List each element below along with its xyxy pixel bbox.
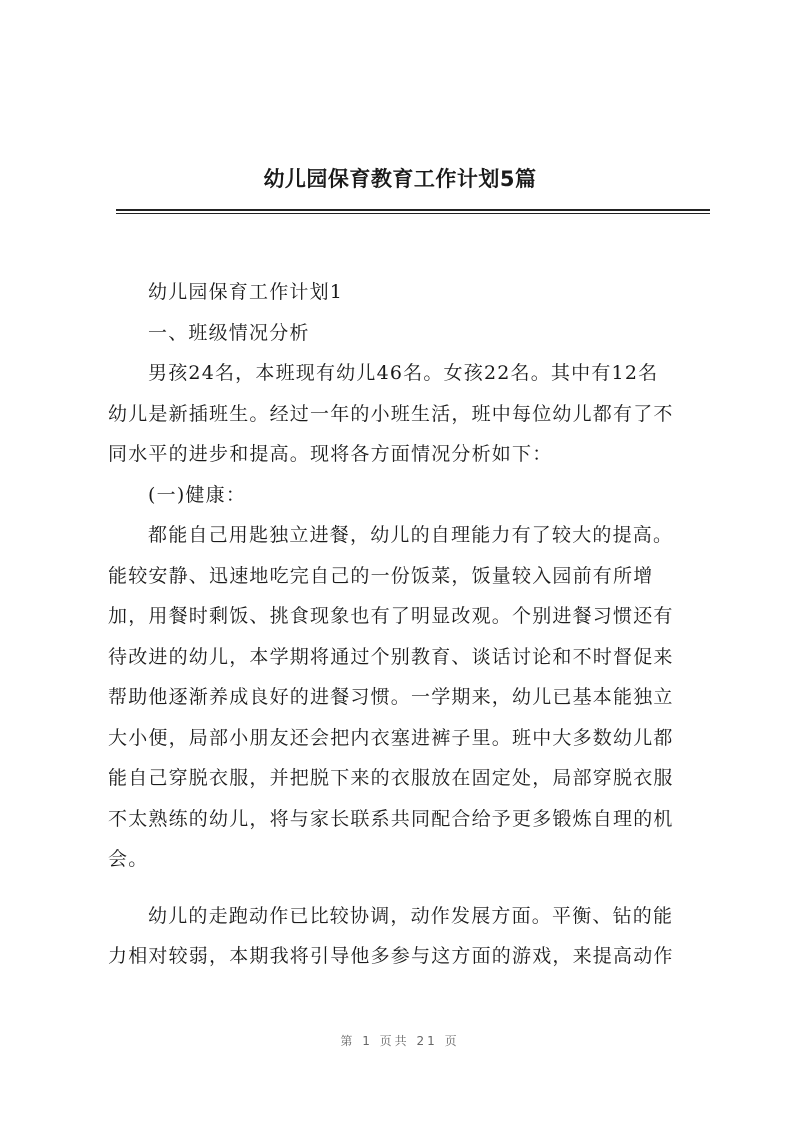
paragraph-line: 帮助他逐渐养成良好的进餐习惯。一学期来，幼儿已基本能独立 xyxy=(108,686,674,708)
paragraph-line: 不太熟练的幼儿，将与家长联系共同配合给予更多锻炼自理的机 xyxy=(108,807,674,830)
paragraph-line: 幼儿是新插班生。经过一年的小班生活，班中每位幼儿都有了不 xyxy=(108,402,674,425)
subsection-heading: 一、班级情况分析 xyxy=(148,321,310,344)
paragraph-line: 大小便，局部小朋友还会把内衣塞进裤子里。班中大多数幼儿都 xyxy=(108,726,674,749)
paragraph-line: 力相对较弱，本期我将引导他多参与这方面的游戏，来提高动作 xyxy=(108,945,674,967)
paragraph-line: 加，用餐时剩饭、挑食现象也有了明显改观。个别进餐习惯还有 xyxy=(108,605,674,627)
paragraph-line: 幼儿的走跑动作已比较协调，动作发展方面。平衡、钻的能 xyxy=(148,904,674,927)
document-title: 幼儿园保育教育工作计划5篇 xyxy=(263,167,537,191)
page-number: 第 1 页共 21 页 xyxy=(340,1034,460,1048)
paragraph-line: 能自己穿脱衣服，并把脱下来的衣服放在固定处，局部穿脱衣服 xyxy=(108,767,674,789)
paragraph-line: 待改进的幼儿，本学期将通过个别教育、谈话讨论和不时督促来 xyxy=(108,645,674,668)
paragraph-line: 都能自己用匙独立进餐，幼儿的自理能力有了较大的提高。 xyxy=(148,524,674,546)
paragraph-line: 同水平的进步和提高。现将各方面情况分析如下： xyxy=(108,443,553,465)
subsection-heading: (一)健康： xyxy=(148,483,247,506)
section-heading: 幼儿园保育工作计划1 xyxy=(148,281,344,303)
paragraph-line: 男孩24名，本班现有幼儿46名。女孩22名。其中有12名 xyxy=(148,362,659,384)
paragraph-gap xyxy=(108,880,712,896)
document-body xyxy=(108,272,712,977)
title-divider xyxy=(116,209,710,214)
paragraph-line: 会。 xyxy=(108,848,149,870)
paragraph-line: 能较安静、迅速地吃完自己的一份饭菜，饭量较入园前有所增 xyxy=(108,564,654,587)
